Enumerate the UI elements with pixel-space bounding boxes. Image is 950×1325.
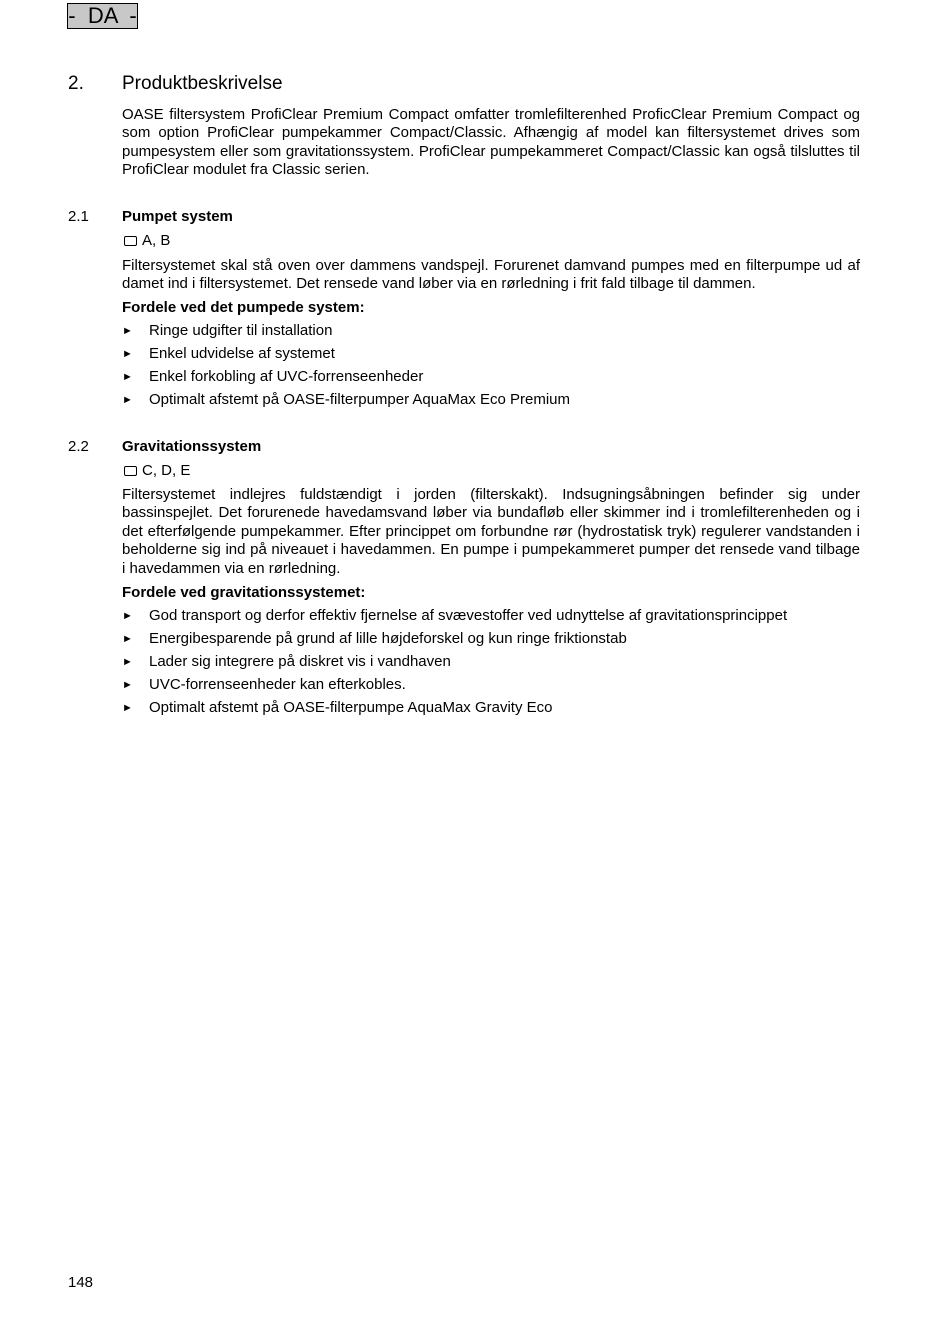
section-title: Produktbeskrivelse (122, 73, 283, 94)
figure-box-icon (124, 466, 137, 476)
bullet-arrow-icon: ► (122, 325, 133, 337)
gravity-system-paragraph: Filtersystemet indlejres fuldstændigt i jorden (filterskakt). Indsugningsåbningen befinder sig under bassinspejlet. Det forurenede havedamsvand løber via bundafløb eller skimmer ind i tromlefilterenheden og i det efterfølgende pumpekammer. Efter princippet om forbundne rør (hydrostatisk tryk) regulerer vandstanden i beholderne sig ind på niveauet i havedammen. En pumpe i pumpekammeret pumper det rensede vand tilbage i havedammen via en rørledning. (122, 486, 860, 577)
subsection-number: 2.2 (68, 438, 89, 455)
bullet-arrow-icon: ► (122, 702, 133, 714)
list-item (122, 676, 406, 694)
list-item-text: Enkel udvidelse af systemet (149, 345, 335, 362)
language-tag: - DA - (68, 3, 137, 28)
advantages-heading: Fordele ved det pumpede system: (122, 299, 365, 316)
list-item (122, 322, 332, 340)
pumped-system-paragraph: Filtersystemet skal stå oven over dammens vandspejl. Forurenet damvand pumpes med en filterpumpe ud af damet ind i filtersystemet. Det rensede vand løber via en rørledning i frit fald tilbage til dammen. (122, 257, 860, 293)
list-item (122, 699, 553, 717)
bullet-arrow-icon: ► (122, 371, 133, 383)
figure-reference (124, 462, 190, 480)
list-item (122, 653, 451, 671)
list-item (122, 345, 335, 363)
bullet-arrow-icon: ► (122, 348, 133, 360)
list-item-text: Enkel forkobling af UVC-forrenseenheder (149, 368, 424, 385)
subsection-title: Gravitationssystem (122, 438, 262, 455)
bullet-arrow-icon: ► (122, 394, 133, 406)
list-item-text: UVC-forrenseenheder kan efterkobles. (149, 676, 406, 693)
list-item (122, 630, 627, 648)
intro-paragraph: OASE filtersystem ProfiClear Premium Compact omfatter tromlefilterenhed ProficClear Premium Compact og som option ProfiClear pumpekammer Compact/Classic. Afhængig af model kan filtersystemet drives som pumpesystem eller som gravitationssystem. ProfiClear pumpekammeret Compact/Classic kan også tilsluttes til ProfiClear modulet fra Classic serien. (122, 106, 860, 179)
list-item-text: Ringe udgifter til installation (149, 322, 333, 339)
section-number: 2. (68, 73, 84, 94)
figure-reference-label: C, D, E (142, 462, 191, 479)
advantages-heading: Fordele ved gravitationssystemet: (122, 584, 366, 601)
figure-reference-label: A, B (142, 232, 171, 249)
figure-box-icon (124, 236, 137, 246)
bullet-arrow-icon: ► (122, 656, 133, 668)
page-number: 148 (68, 1274, 94, 1291)
list-item (122, 391, 570, 409)
list-item (122, 607, 787, 625)
list-item (122, 368, 423, 386)
subsection-number: 2.1 (68, 208, 89, 225)
list-item-text: Lader sig integrere på diskret vis i vandhaven (149, 653, 451, 670)
subsection-title: Pumpet system (122, 208, 233, 225)
bullet-arrow-icon: ► (122, 679, 133, 691)
list-item-text: Energibesparende på grund af lille højdeforskel og kun ringe friktionstab (149, 630, 627, 647)
list-item-text: God transport og derfor effektiv fjernelse af svævestoffer ved udnyttelse af gravitationsprincippet (149, 607, 788, 624)
bullet-arrow-icon: ► (122, 633, 133, 645)
list-item-text: Optimalt afstemt på OASE-filterpumpe AquaMax Gravity Eco (149, 699, 553, 716)
list-item-text: Optimalt afstemt på OASE-filterpumper AquaMax Eco Premium (149, 391, 570, 408)
bullet-arrow-icon: ► (122, 610, 133, 622)
figure-reference (124, 232, 170, 250)
